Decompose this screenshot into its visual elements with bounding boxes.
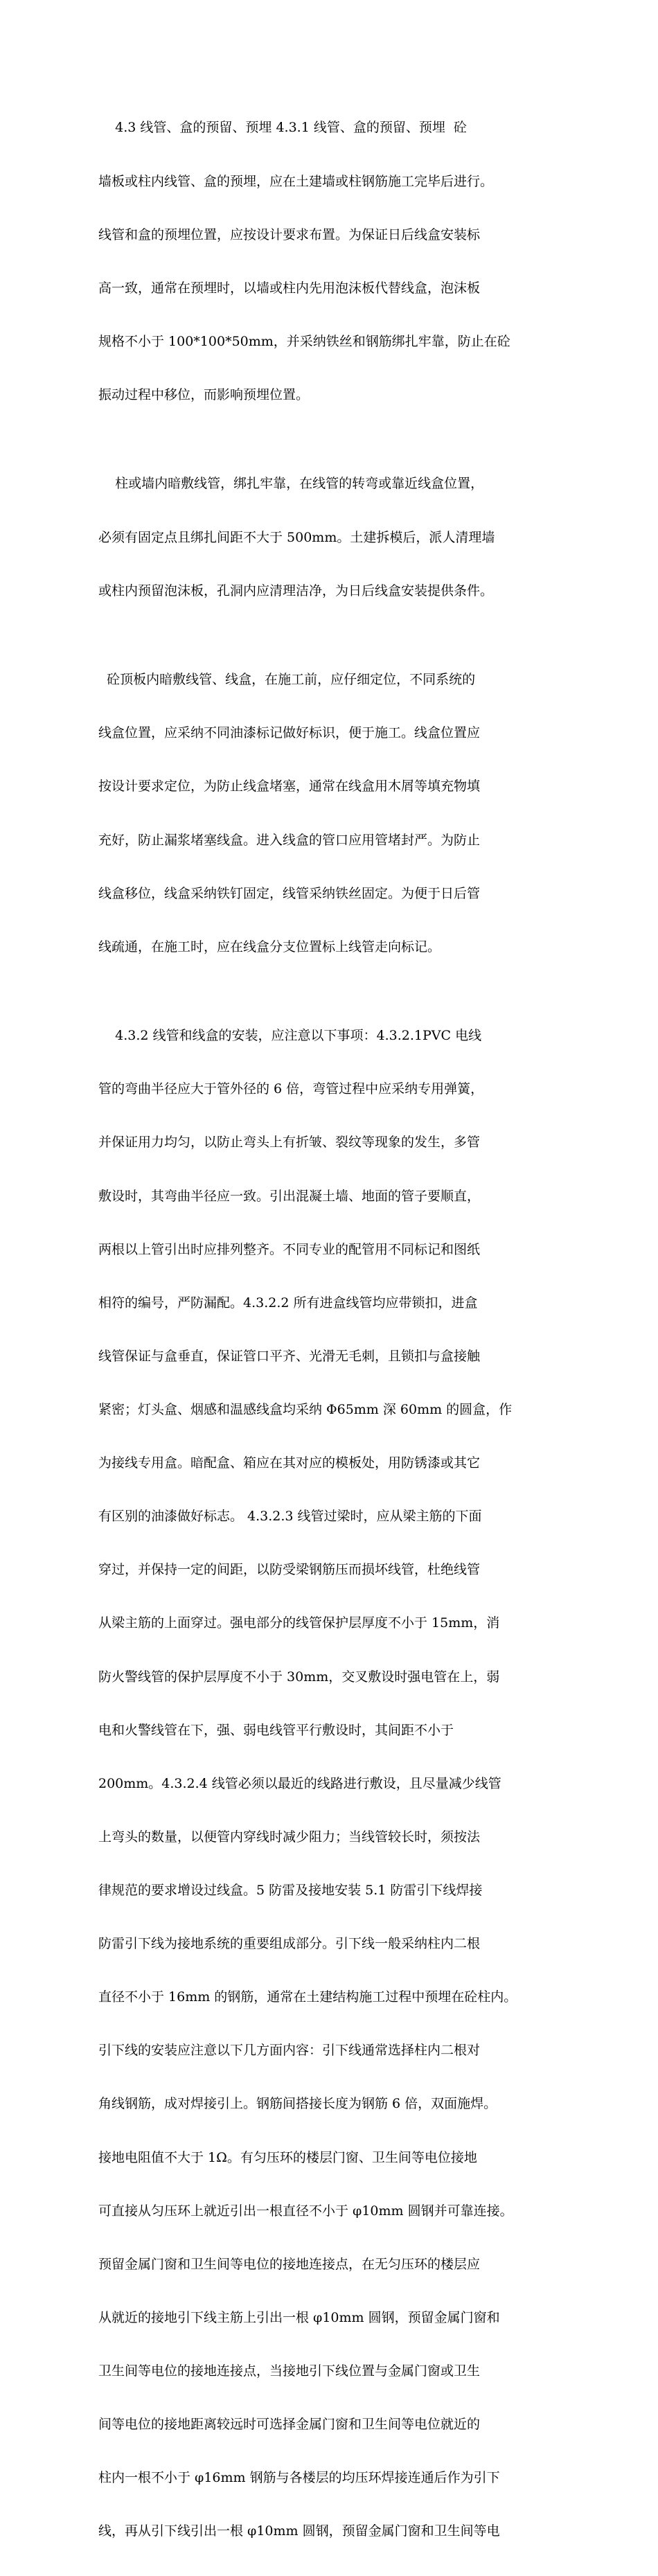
text-line: 200mm。4.3.2.4 线管必须以最近的线路进行敷设，且尽量减少线管 bbox=[98, 1775, 501, 1791]
text-line: 线管和盒的预埋位置，应按设计要求布置。为保证日后线盒安装标 bbox=[98, 226, 481, 242]
text-line: 穿过，并保持一定的间距，以防受梁钢筋压而损坏线管，杜绝线管 bbox=[98, 1562, 481, 1578]
text-line: 预留金属门窗和卫生间等电位的接地连接点，在无匀压环的楼层应 bbox=[98, 2256, 481, 2272]
text-line: 规格不小于 100*100*50mm，并采纳铁丝和钢筋绑扎牢靠，防止在砼 bbox=[98, 333, 510, 349]
text-line: 律规范的要求增设过线盒。5 防雷及接地安装 5.1 防雷引下线焊接 bbox=[98, 1883, 483, 1899]
text-line: 接地电阻值不大于 1Ω。有匀压环的楼层门窗、卫生间等电位接地 bbox=[98, 2149, 477, 2165]
text-line: 墙板或柱内线管、盒的预埋，应在土建墙或柱钢筋施工完毕后进行。 bbox=[98, 173, 494, 189]
text-line: 4.3.2 线管和线盒的安装，应注意以下事项：4.3.2.1PVC 电线 bbox=[98, 1028, 482, 1044]
text-line: 从梁主筋的上面穿过。强电部分的线管保护层厚度不小于 15mm，消 bbox=[98, 1615, 500, 1631]
text-line: 相符的编号，严防漏配。4.3.2.2 所有进盒线管均应带锁扣，进盒 bbox=[98, 1295, 478, 1311]
text-line: 从就近的接地引下线主筋上引出一根 φ10mm 圆钢，预留金属门窗和 bbox=[98, 2309, 500, 2325]
text-line: 间等电位的接地距离较远时可选择金属门窗和卫生间等电位就近的 bbox=[98, 2417, 481, 2433]
text-line: 引下线的安装应注意以下几方面内容：引下线通常选择柱内二根对 bbox=[98, 2043, 481, 2059]
text-line: 充好，防止漏浆堵塞线盒。进入线盒的管口应用管堵封严。为防止 bbox=[98, 832, 481, 848]
text-line: 为接线专用盒。暗配盒、箱应在其对应的模板处，用防锈漆或其它 bbox=[98, 1455, 481, 1471]
text-line: 线疏通，在施工时，应在线盒分支位置标上线管走向标记。 bbox=[98, 939, 441, 954]
text-line: 柱或墙内暗敷线管，绑扎牢靠，在线管的转弯或靠近线盒位置， bbox=[98, 476, 484, 492]
paragraph-conduit-preembedding bbox=[98, 84, 569, 440]
paragraph-conduit-installation-and-grounding bbox=[98, 992, 569, 2576]
text-line: 线盒位置，应采纳不同油漆标记做好标识，便于施工。线盒位置应 bbox=[98, 725, 481, 741]
text-line: 直径不小于 16mm 的钢筋，通常在土建结构施工过程中预埋在砼柱内。 bbox=[98, 1989, 517, 2005]
text-line: 柱内一根不小于 φ16mm 钢筋与各楼层的均压环焊接连通后作为引下 bbox=[98, 2470, 500, 2486]
text-line: 线管保证与盒垂直，保证管口平齐、光滑无毛刺，且锁扣与盒接触 bbox=[98, 1348, 481, 1364]
text-line: 两根以上管引出时应排列整齐。不同专业的配管用不同标记和图纸 bbox=[98, 1241, 481, 1257]
text-line: 卫生间等电位的接地连接点，当接地引下线位置与金属门窗或卫生 bbox=[98, 2363, 481, 2379]
text-line: 高一致，通常在预埋时，以墙或柱内先用泡沫板代替线盒，泡沫板 bbox=[98, 280, 481, 296]
text-line: 砼顶板内暗敷线管、线盒，在施工前，应仔细定位，不同系统的 bbox=[98, 672, 476, 688]
text-line: 敷设时，其弯曲半径应一致。引出混凝土墙、地面的管子要顺直， bbox=[98, 1188, 481, 1204]
text-line: 有区别的油漆做好标志。 4.3.2.3 线管过梁时，应从梁主筋的下面 bbox=[98, 1509, 482, 1525]
text-line: 角线钢筋，成对焊接引上。钢筋间搭接长度为钢筋 6 倍，双面施焊。 bbox=[98, 2096, 497, 2112]
text-line: 4.3 线管、盒的预留、预埋 4.3.1 线管、盒的预留、预埋 砼 bbox=[98, 120, 467, 136]
text-line: 管的弯曲半径应大于管外径的 6 倍，弯管过程中应采纳专用弹簧， bbox=[98, 1081, 484, 1097]
text-line: 上弯头的数量，以便管内穿线时减少阻力；当线管较长时，须按法 bbox=[98, 1829, 481, 1845]
text-line: 可直接从匀压环上就近引出一根直径不小于 φ10mm 圆钢并可靠连接。 bbox=[98, 2203, 513, 2219]
text-line: 防雷引下线为接地系统的重要组成部分。引下线一般采纳柱内二根 bbox=[98, 1936, 481, 1952]
text-line: 防火警线管的保护层厚度不小于 30mm，交叉敷设时强电管在上，弱 bbox=[98, 1669, 500, 1685]
text-line: 线盒移位，线盒采纳铁钉固定，线管采纳铁丝固定。为便于日后管 bbox=[98, 885, 481, 901]
text-line: 线，再从引下线引出一根 φ10mm 圆钢，预留金属门窗和卫生间等电 bbox=[98, 2523, 500, 2539]
text-line: 必须有固定点且绑扎间距不大于 500mm。土建拆模后，派人清理墙 bbox=[98, 529, 495, 545]
text-line: 或柱内预留泡沫板，孔洞内应清理洁净，为日后线盒安装提供条件。 bbox=[98, 583, 494, 598]
text-line: 并保证用力均匀，以防止弯头上有折皱、裂纹等现象的发生，多管 bbox=[98, 1135, 481, 1151]
text-line: 按设计要求定位，为防止线盒堵塞，通常在线盒用木屑等填充物填 bbox=[98, 779, 481, 794]
document-body bbox=[98, 84, 569, 2576]
text-line: 电和火警线管在下，强、弱电线管平行敷设时，其间距不小于 bbox=[98, 1722, 454, 1738]
text-line: 振动过程中移位，而影响预埋位置。 bbox=[98, 387, 310, 402]
paragraph-concealed-conduit-slab bbox=[98, 636, 569, 992]
text-line: 紧密；灯头盒、烟感和温感线盒均采纳 Φ65mm 深 60mm 的圆盒，作 bbox=[98, 1402, 513, 1418]
paragraph-concealed-conduit-wall bbox=[98, 440, 569, 636]
